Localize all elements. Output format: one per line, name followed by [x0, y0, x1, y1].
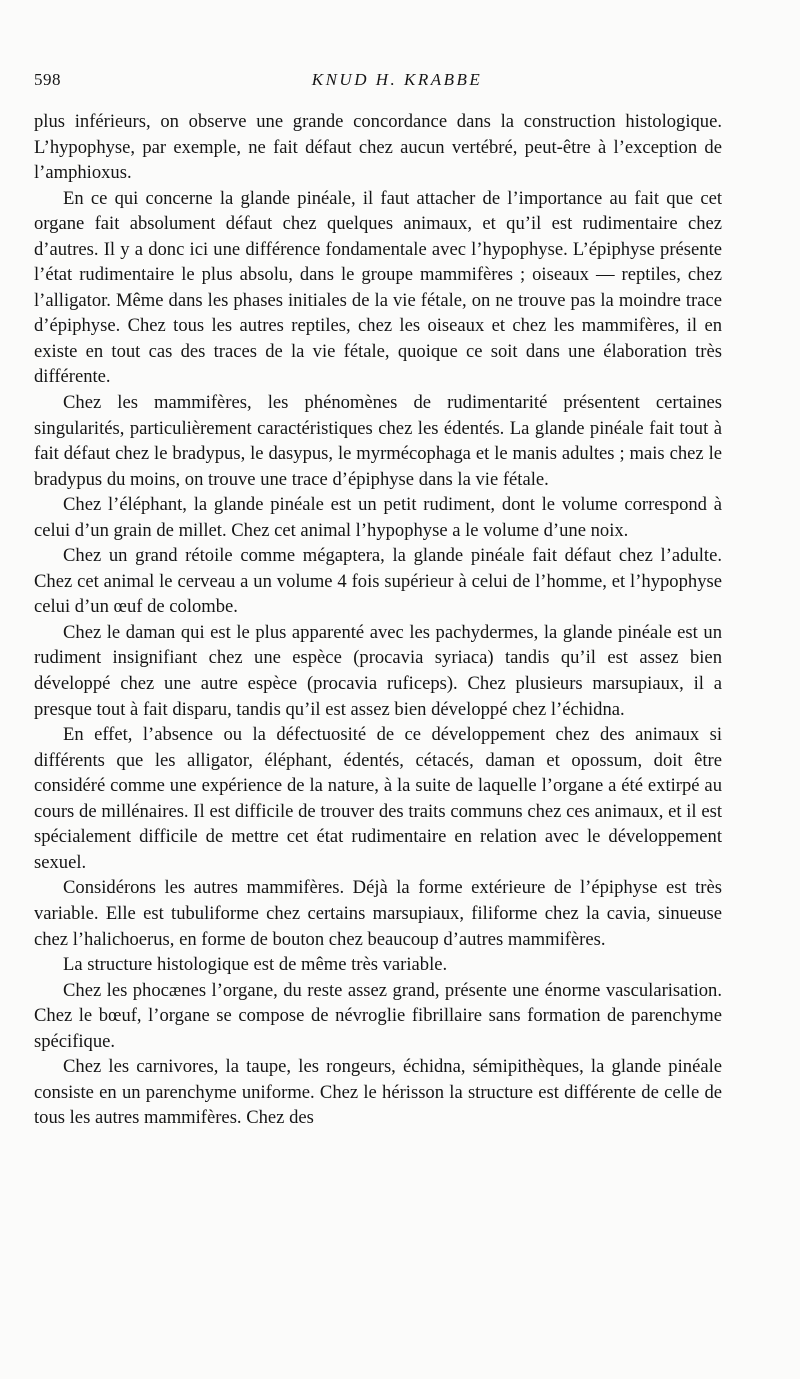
paragraph-5: Chez un grand rétoile comme mégaptera, la glande pinéale fait défaut chez l’adulte. Chez cet animal le cerveau a un volume 4 fois supérieur à celui de l’homme, et l’hypophyse celui d’un œuf de colombe. — [34, 545, 722, 618]
paragraph-7: En effet, l’absence ou la défectuosité de ce développement chez des animaux si différents que les alligator, éléphant, édentés, cétacés, daman et opossum, doit être considéré comme une expérience de la nature, à la suite de laquelle l’organe a été extirpé au cours de millénaires. Il est difficile de trouver des traits communs chez ces animaux, et il est spécialement difficile de mettre cet état rudimentaire en relation avec le développement sexuel. — [34, 724, 722, 873]
paragraph-8: Considérons les autres mammifères. Déjà la forme extérieure de l’épiphyse est très variable. Elle est tubuliforme chez certains marsupiaux, filiforme chez la cavia, sinueuse chez l’halichoerus, en forme de bouton chez beaucoup d’autres mammifères. — [34, 877, 722, 950]
paragraph-1: plus inférieurs, on observe une grande concordance dans la construction histologique. L’hypophyse, par exemple, ne fait défaut chez aucun vertébré, peut-être à l’exception de l’amphioxus. — [34, 111, 722, 184]
page-number: 598 — [34, 70, 61, 89]
running-head: KNUD H. KRABBE — [311, 70, 483, 89]
paragraph-10: Chez les phocænes l’organe, du reste assez grand, présente une énorme vascularisation. Chez le bœuf, l’organe se compose de névroglie fibrillaire sans formation de parenchyme spécifique. — [34, 979, 722, 1052]
paragraph-2: En ce qui concerne la glande pinéale, il faut attacher de l’importance au fait que cet organe fait absolument défaut chez quelques animaux, et qu’il est rudimentaire chez d’autres. Il y a donc ici une différence fondamentale avec l’hypophyse. L’épiphyse présente l’état rudimentaire le plus absolu, dans le groupe mammifères ; oiseaux — reptiles, chez l’alligator. Même dans les phases initiales de la vie fétale, on ne trouve pas la moindre trace d’épiphyse. Chez tous les autres reptiles, chez les oiseaux et chez les mammifères, il en existe en tout cas des traces de la vie fétale, quoique ce soit dans une élaboration très différente. — [34, 187, 722, 388]
page-header — [34, 70, 760, 98]
paragraph-3: Chez les mammifères, les phénomènes de rudimentarité présentent certaines singularités, particulièrement caractéristiques chez les édentés. La glande pinéale fait tout à fait défaut chez le bradypus, le dasypus, le myrmécophaga et le manis adultes ; mais chez le bradypus du moins, on trouve une trace d’épiphyse dans la vie fétale. — [34, 392, 722, 490]
paragraph-9: La structure histologique est de même très variable. — [63, 954, 448, 976]
paragraph-6: Chez le daman qui est le plus apparenté avec les pachydermes, la glande pinéale est un rudiment insignifiant chez une espèce (procavia syriaca) tandis qu’il est assez bien développé chez une autre espèce (procavia ruficeps). Chez plusieurs marsupiaux, il a presque tout à fait disparu, tandis qu’il est assez bien développé chez l’échidna. — [34, 621, 722, 720]
paragraph-11: Chez les carnivores, la taupe, les rongeurs, échidna, sémipithèques, la glande pinéale consiste en un parenchyme uniforme. Chez le hérisson la structure est différente de celle de tous les autres mammifères. Chez des — [34, 1056, 722, 1129]
paragraph-4: Chez l’éléphant, la glande pinéale est un petit rudiment, dont le volume correspond à celui d’un grain de millet. Chez cet animal l’hypophyse a le volume d’une noix. — [34, 494, 722, 541]
body-text — [34, 109, 722, 1131]
